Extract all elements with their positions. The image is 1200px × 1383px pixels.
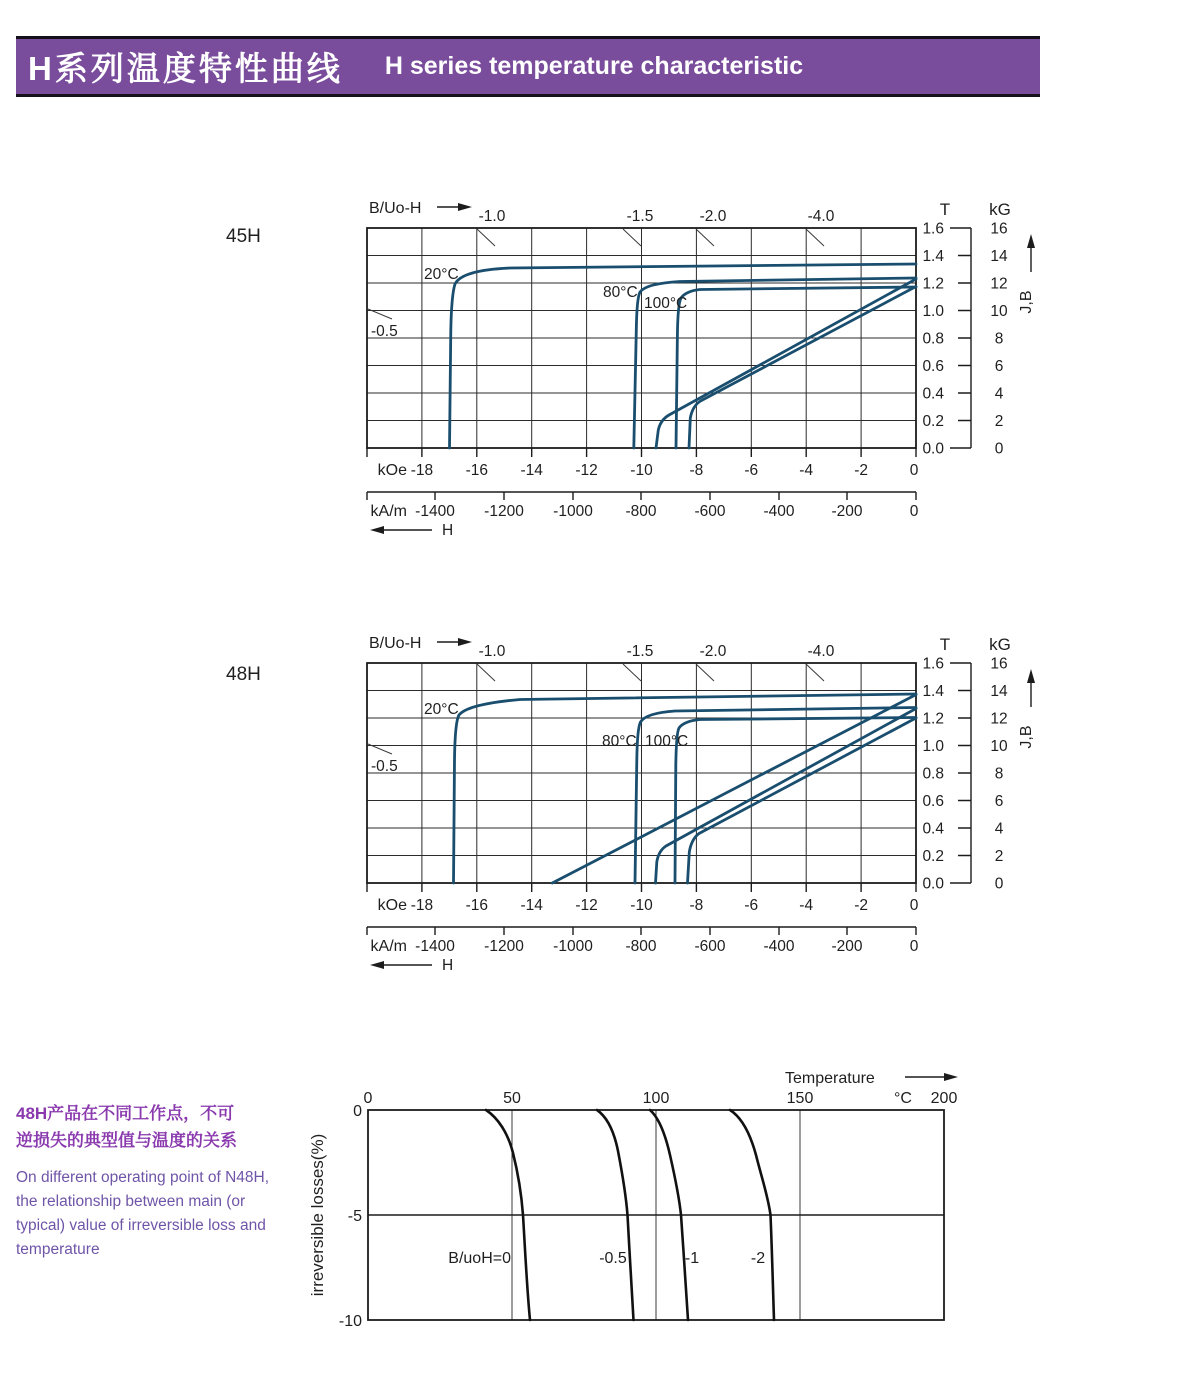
title-bar [16,36,1040,97]
loss-curve-label: -1 [684,1250,700,1267]
koe-tick: -6 [744,462,759,479]
kg-header: kG [989,200,1011,219]
kg-tick: 16 [990,220,1008,238]
loss-curve-label: -2 [750,1250,766,1267]
kam-tick: 0 [909,938,919,955]
koe-tick: -18 [410,897,434,914]
t-tick: 0.6 [922,358,944,375]
koe-tick: -8 [689,462,704,479]
loss-tick: -5 [347,1208,362,1225]
loss-tick: 0 [353,1103,362,1120]
kam-unit: kA/m [370,503,407,520]
loss-curve-label: -0.5 [599,1250,627,1267]
load-line-label: -1.0 [478,643,506,660]
koe-tick: -2 [854,462,868,479]
koe-tick: -14 [520,897,543,914]
kam-tick: -1200 [484,938,524,955]
koe-unit: kOe [377,897,407,914]
description-english-line1: On different operating point of N48H, [16,1169,270,1186]
kg-tick: 6 [994,793,1004,810]
kg-tick: 0 [994,440,1004,458]
koe-tick: -10 [630,462,653,479]
koe-tick: -10 [630,897,653,914]
right-arrow-icon [944,1073,958,1081]
t-tick: 0.8 [922,765,944,783]
temp-80c-label: 80°C [602,733,637,750]
description-english-line4: temperature [16,1241,100,1258]
load-line-label: -2.0 [699,643,727,660]
kg-tick: 4 [994,820,1004,838]
koe-unit: kOe [377,462,407,479]
curve-48h-80c-b [656,709,917,884]
kg-tick: 10 [990,303,1008,320]
t-tick: 0.2 [922,848,944,865]
load-line-label: -4.0 [807,643,835,660]
t-tick: 0.4 [922,385,944,403]
kam-tick: -400 [763,938,795,955]
loss-left-axis [308,1103,362,1330]
kg-tick: 8 [994,330,1004,348]
koe-tick: -4 [799,897,814,914]
t-tick: 1.0 [922,303,944,320]
chart-48h [0,625,1060,995]
kg-tick: 4 [994,385,1004,403]
page-title-chinese: H系列温度特性曲线 [28,50,343,87]
curve-45h-80c-b [656,279,916,448]
left-arrow-icon [370,526,384,534]
kam-tick: -1400 [415,938,455,955]
koe-tick: -4 [799,462,814,479]
temp-20c-label: 20°C [424,701,459,718]
load-line-label-left: -0.5 [371,758,398,775]
kg-tick: 8 [994,765,1004,783]
t-tick: 1.4 [922,248,944,265]
kg-tick: 2 [994,413,1004,430]
t-tick: 1.6 [922,655,944,673]
kam-tick: -200 [831,938,863,955]
temp-80c-label: 80°C [603,284,638,301]
loss-curve-labels [448,1250,765,1267]
loss-curve-label: B/uoH=0 [448,1250,511,1267]
koe-tick: -8 [689,897,704,914]
kam-tick: -800 [625,938,657,955]
kam-tick: -600 [694,938,726,955]
celsius-unit: °C [894,1090,912,1107]
t-tick: 1.2 [922,275,944,293]
up-arrow-icon [1027,234,1035,248]
koe-tick: -12 [575,462,598,479]
bottom-axis-45h [367,448,919,539]
t-tick: 0.0 [922,875,944,893]
top-axis-48h [369,635,835,660]
temp-100c-label: 100°C [644,295,688,312]
temp-tick: 0 [363,1090,373,1107]
load-line-label: -1.5 [626,643,654,660]
t-tick: 1.4 [922,683,944,700]
koe-tick: -6 [744,897,759,914]
kg-tick: 12 [990,710,1008,728]
temp-tick: 150 [786,1090,814,1107]
jb-axis-label: J,B [1018,290,1035,314]
kg-tick: 16 [990,655,1008,673]
temp-tick: 200 [930,1090,958,1107]
kam-tick: -1000 [553,938,593,955]
koe-tick: -18 [410,462,434,479]
temp-tick: 50 [503,1090,521,1107]
koe-tick: -14 [520,462,543,479]
page-title-english: H series temperature characteristic [384,52,804,80]
kam-unit: kA/m [370,938,407,955]
kam-tick: -800 [625,503,657,520]
koe-tick: -16 [465,897,489,914]
kam-tick: -600 [694,503,726,520]
t-tick: 0.0 [922,440,944,458]
t-tick: 0.2 [922,413,944,430]
top-axis-45h [369,200,835,225]
description-chinese-line2: 逆损失的典型值与温度的关系 [16,1131,237,1150]
kam-tick: -1200 [484,503,524,520]
loss-grid [368,1110,944,1320]
kg-tick: 2 [994,848,1004,865]
temp-labels-45h [424,266,687,312]
loss-tick: -10 [338,1313,362,1330]
bottom-axis-48h [367,883,919,974]
kg-tick: 10 [990,738,1008,755]
b-uo-h-label: B/Uo-H [369,635,422,652]
grade-label-48h: 48H [226,664,261,685]
right-axis-48h [922,635,1035,893]
right-axis-45h [922,200,1035,458]
koe-tick: 0 [909,462,919,479]
kg-tick: 6 [994,358,1004,375]
right-arrow-icon [458,638,472,646]
temp-100c-label: 100°C [645,733,689,750]
kam-tick: -1000 [553,503,593,520]
load-line-label: -2.0 [699,208,727,225]
loss-chart-description [16,1100,296,1262]
tesla-header: T [939,635,951,654]
kam-tick: -400 [763,503,795,520]
koe-tick: -16 [465,462,489,479]
description-english-line3: typical) value of irreversible loss and [16,1217,266,1234]
koe-tick: -2 [854,897,868,914]
t-tick: 1.0 [922,738,944,755]
jb-axis-label: J,B [1018,725,1035,749]
description-chinese-line1: 48H产品在不同工作点，不可 [16,1104,235,1123]
demag-curves-48h [454,694,917,883]
t-tick: 0.4 [922,820,944,838]
t-tick: 1.6 [922,220,944,238]
temp-tick: 100 [642,1090,670,1107]
up-arrow-icon [1027,669,1035,683]
chart-45h [0,190,1060,560]
load-line-label: -4.0 [807,208,835,225]
kg-tick: 12 [990,275,1008,293]
loss-y-axis-label: irreversible losses(%) [308,1133,327,1297]
temp-labels-48h [424,701,688,750]
curve-45h-100c-j [676,287,916,448]
kam-tick: -200 [831,503,863,520]
tesla-header: T [939,200,951,219]
description-english-line2: the relationship between main (or [16,1193,246,1210]
load-line-label-left: -0.5 [371,323,398,340]
t-tick: 0.8 [922,330,944,348]
t-tick: 0.6 [922,793,944,810]
kg-tick: 14 [990,683,1008,700]
kg-tick: 14 [990,248,1008,265]
kg-tick: 0 [994,875,1004,893]
grade-label-45h: 45H [226,226,261,247]
loss-top-axis [364,1070,958,1107]
load-line-label: -1.5 [626,208,654,225]
temperature-label: Temperature [785,1070,875,1087]
h-axis-label: H [442,957,454,974]
kam-tick: 0 [909,503,919,520]
right-arrow-icon [458,203,472,211]
koe-tick: 0 [909,897,919,914]
load-line-label: -1.0 [478,208,506,225]
b-uo-h-label: B/Uo-H [369,200,422,217]
temp-20c-label: 20°C [424,266,459,283]
kg-header: kG [989,635,1011,654]
h-axis-label: H [442,522,454,539]
left-arrow-icon [370,961,384,969]
t-tick: 1.2 [922,710,944,728]
kam-tick: -1400 [415,503,455,520]
koe-tick: -12 [575,897,598,914]
